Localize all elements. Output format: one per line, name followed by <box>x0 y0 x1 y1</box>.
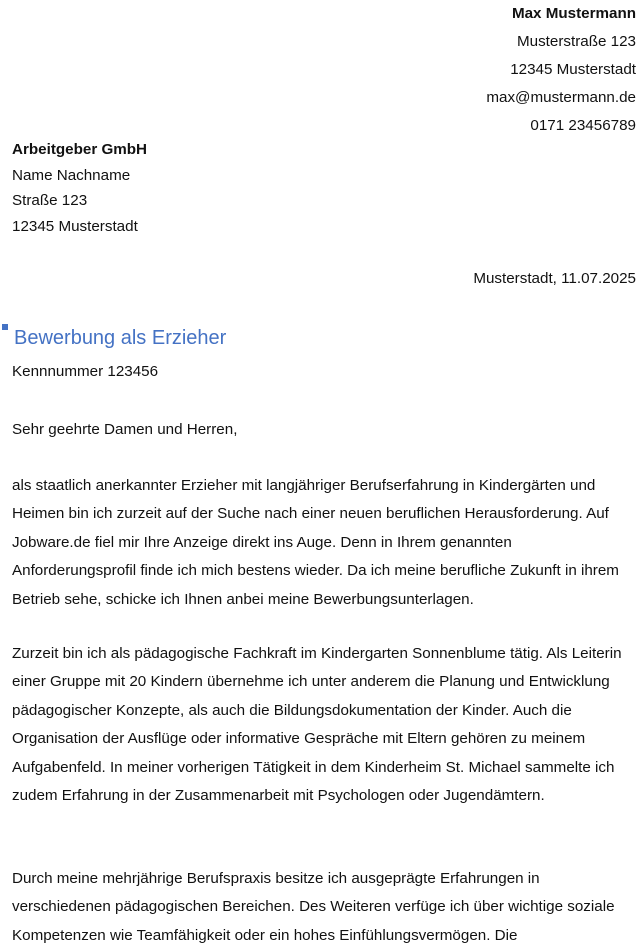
sender-phone: 0171 23456789 <box>530 117 636 134</box>
recipient-address-block <box>12 137 147 239</box>
subject-marker <box>2 324 8 330</box>
sender-street: Musterstraße 123 <box>516 33 636 50</box>
salutation: Sehr geehrte Damen und Herren, <box>12 421 238 438</box>
sender-email: max@mustermann.de <box>486 89 636 106</box>
letter-date: Musterstadt, 11.07.2025 <box>473 270 636 287</box>
letter-subject: Bewerbung als Erzieher <box>14 327 227 349</box>
sender-name: Max Mustermann <box>511 5 636 22</box>
body-paragraph-2: Zurzeit bin ich als pädagogische Fachkraft im Kindergarten Sonnenblume tätig. Als Leiterin einer Gruppe mit 20 Kindern übernehme ich unter anderem die Planung und Entwicklung pädagogischer Konzepte, als auch die Bildungsdokumentation der Kinder. Auch die Organisation der Ausflüge oder informative Gespräche mit Eltern gehören zu meinem Aufgabenfeld. In meiner vorherigen Tätigkeit in dem Kinderheim St. Michael sammelte ich zudem Erfahrung in der Zusammenarbeit mit Psychologen oder Jugendämtern. <box>12 645 622 805</box>
recipient-city: 12345 Musterstadt <box>12 217 138 235</box>
sender-city: 12345 Musterstadt <box>510 61 636 78</box>
body-paragraph-1: als staatlich anerkannter Erzieher mit langjähriger Berufserfahrung in Kindergärten und Heimen bin ich zurzeit auf der Suche nach einer neuen beruflichen Herausforderung. Auf Jobware.de fiel mir Ihre Anzeige direkt ins Auge. Denn in Ihrem genannten Anforderungsprofil finde ich mich bestens wieder. Da ich meine berufliche Zukunft in ihrem Betrieb sehe, schicke ich Ihnen anbei meine Bewerbungsunterlagen. <box>12 477 619 608</box>
recipient-street: Straße 123 <box>12 192 88 209</box>
body-paragraph-3: Durch meine mehrjährige Berufspraxis besitze ich ausgeprägte Erfahrungen in verschiedenen pädagogischen Bereichen. Des Weiteren verfüge ich über wichtige soziale Kompetenzen wie Teamfähigkeit oder ein hohes Einfühlungsvermögen. Die <box>12 870 615 944</box>
sender-address-block <box>486 0 636 140</box>
recipient-company: Arbeitgeber GmbH <box>12 141 148 158</box>
recipient-contact: Name Nachname <box>12 166 131 184</box>
reference-number: Kennnummer 123456 <box>12 363 159 380</box>
